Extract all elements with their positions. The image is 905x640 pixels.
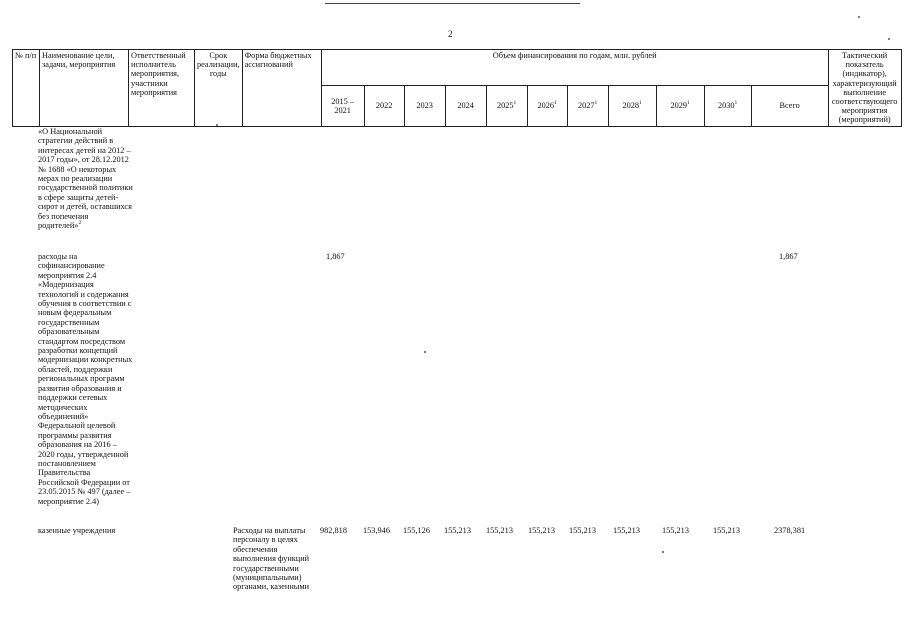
row-3-value-total: 2378,381 <box>774 526 806 535</box>
row-3-value: 155,213 <box>569 526 596 535</box>
header-period: Срок реализации, годы <box>195 50 243 127</box>
header-funding: Объем финансирования по годам, млн. рублей <box>321 50 828 86</box>
row-3-name: казенные учреждения <box>38 526 116 535</box>
row-3-value: 155,213 <box>528 526 555 535</box>
row-3-value: 982,818 <box>320 526 347 535</box>
row-1-text: «О Национальной стратегии действий в интересах детей на 2012 – 2017 годы», от 28.12.2012 № 1688 «О некоторых мерах по реализации государственной политики в сфере защиты детей-сирот и детей, оставшихся без попечения родителей»$^2$ <box>38 127 133 231</box>
header-num: № п/п <box>13 50 40 127</box>
scan-speck <box>662 551 664 553</box>
page-number: 2 <box>448 29 453 39</box>
row-3-form: Расходы на выплаты персоналу в целях обеспечения выполнения функций государственными (муниципальными) органами, казенными <box>233 526 310 592</box>
scan-speck <box>216 124 218 126</box>
row-3-value: 153,946 <box>363 526 390 535</box>
row-3-value: 155,213 <box>444 526 471 535</box>
row-3-value: 155,213 <box>662 526 689 535</box>
header-name: Наименование цели, задачи, мероприятия <box>40 50 129 127</box>
scan-speck <box>858 16 860 18</box>
scan-speck <box>424 351 426 353</box>
row-2-value-total: 1,867 <box>779 252 798 261</box>
header-indicator: Тактический показатель (индикатор), характеризующий выполнение соответствующего мероприятия (мероприятий) <box>828 50 901 127</box>
row-2-text: расходы на софинансирование мероприятия 2.4 «Модернизация технологий и содержания обучения в соответствии с новым федеральным государственным образовательным стандартом посредством разработки концепций модернизации конкретных областей, поддержки региональных программ развития образования и поддержки сетевых методических объединений» Федеральной целевой программы развития образования на 2016 – 2020 годы, утвержденной постановлением Правительства Российской Федерации от 23.05.2015 № 497 (далее – мероприятие 2.4) <box>38 252 133 506</box>
header-table <box>12 49 902 127</box>
header-year: 2026$^1$ <box>527 86 567 126</box>
header-year: 2025$^1$ <box>486 86 527 126</box>
header-executor: Ответственный исполнитель мероприятия, участники мероприятия <box>129 50 195 127</box>
header-year: 2029$^1$ <box>656 86 704 126</box>
header-year: 2028$^1$ <box>608 86 656 126</box>
row-2-value-2015: 1,867 <box>326 252 345 261</box>
header-year: 2030$^1$ <box>704 86 751 126</box>
header-year: 2015 – 2021 <box>321 86 364 126</box>
header-year: 2024 <box>445 86 486 126</box>
row-3-value: 155,213 <box>486 526 513 535</box>
top-rule <box>325 3 580 4</box>
header-year: 2023 <box>404 86 445 126</box>
scan-speck <box>888 38 890 40</box>
header-year: 2022 <box>364 86 404 126</box>
row-3-value: 155,213 <box>613 526 640 535</box>
row-3-value: 155,126 <box>403 526 430 535</box>
header-form: Форма бюджетных ассигнований <box>242 50 321 127</box>
header-total: Всего <box>751 86 828 126</box>
row-3-value: 155,213 <box>713 526 740 535</box>
header-year: 2027$^1$ <box>567 86 608 126</box>
